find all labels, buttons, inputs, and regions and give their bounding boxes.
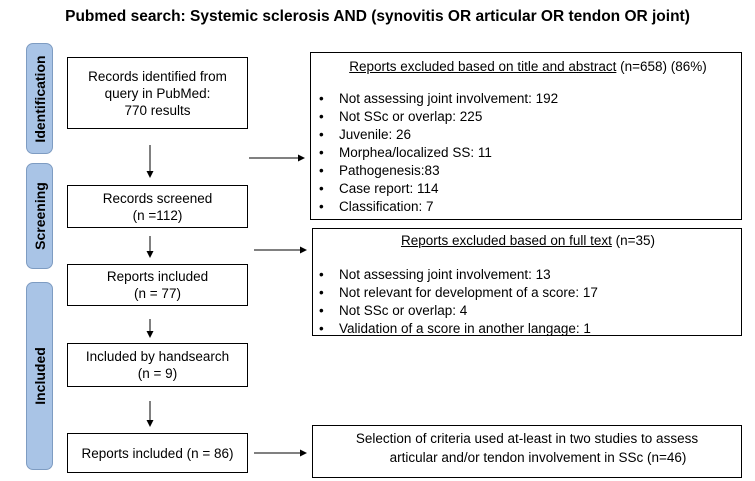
exclusion-full-text-count: (n=35) [611, 233, 656, 248]
list-item: • Not relevant for development of a score: 17 [315, 284, 741, 302]
list-item: • Validation of a score in another langage: 1 [315, 320, 741, 338]
phase-identification-label: Identification [31, 54, 48, 143]
list-item: • Morphea/localized SS: 11 [315, 144, 741, 162]
records-identified-line3: 770 results [124, 102, 191, 118]
phase-screening-label: Screening [31, 182, 48, 250]
diagram-title: Pubmed search: Systemic sclerosis AND (synovitis OR articular OR tendon OR joint) [65, 8, 690, 25]
list-item: • Classification: 7 [315, 198, 741, 216]
exclusion-title-abstract-count: (n=658) (86%) [616, 59, 707, 74]
records-identified-line1: Records identified from [88, 68, 227, 84]
list-item: • Pathogenesis:83 [315, 162, 741, 180]
exclusion-title-abstract-heading-text: Reports excluded based on title and abstract [349, 59, 617, 74]
list-item: • Case report: 114 [315, 180, 741, 198]
records-screened-line2: (n =112) [132, 207, 183, 223]
list-item: • Not SSc or overlap: 4 [315, 302, 741, 320]
list-item: • Not assessing joint involvement: 13 [315, 266, 741, 284]
list-item: • Juvenile: 26 [315, 126, 741, 144]
reports-included-line1: Reports included [106, 269, 209, 284]
phase-included-label: Included [31, 347, 48, 405]
final-reports-label: Reports included (n = 86) [81, 445, 234, 461]
handsearch-line2: (n = 9) [137, 366, 178, 381]
selection-line2: articular and/or tendon involvement in SSc (n=46) [389, 450, 687, 465]
records-identified-line2: query in PubMed: [104, 85, 211, 101]
selection-line1: Selection of criteria used at-least in two studies to assess [355, 431, 699, 446]
handsearch-line1: Included by handsearch [85, 349, 230, 364]
list-item: • Not assessing joint involvement: 192 [315, 90, 741, 108]
records-screened-line1: Records screened [102, 190, 213, 206]
reports-included-line2: (n = 77) [134, 286, 181, 301]
exclusion-full-text-heading-text: Reports excluded based on full text [400, 233, 612, 248]
list-item: • Not SSc or overlap: 225 [315, 108, 741, 126]
